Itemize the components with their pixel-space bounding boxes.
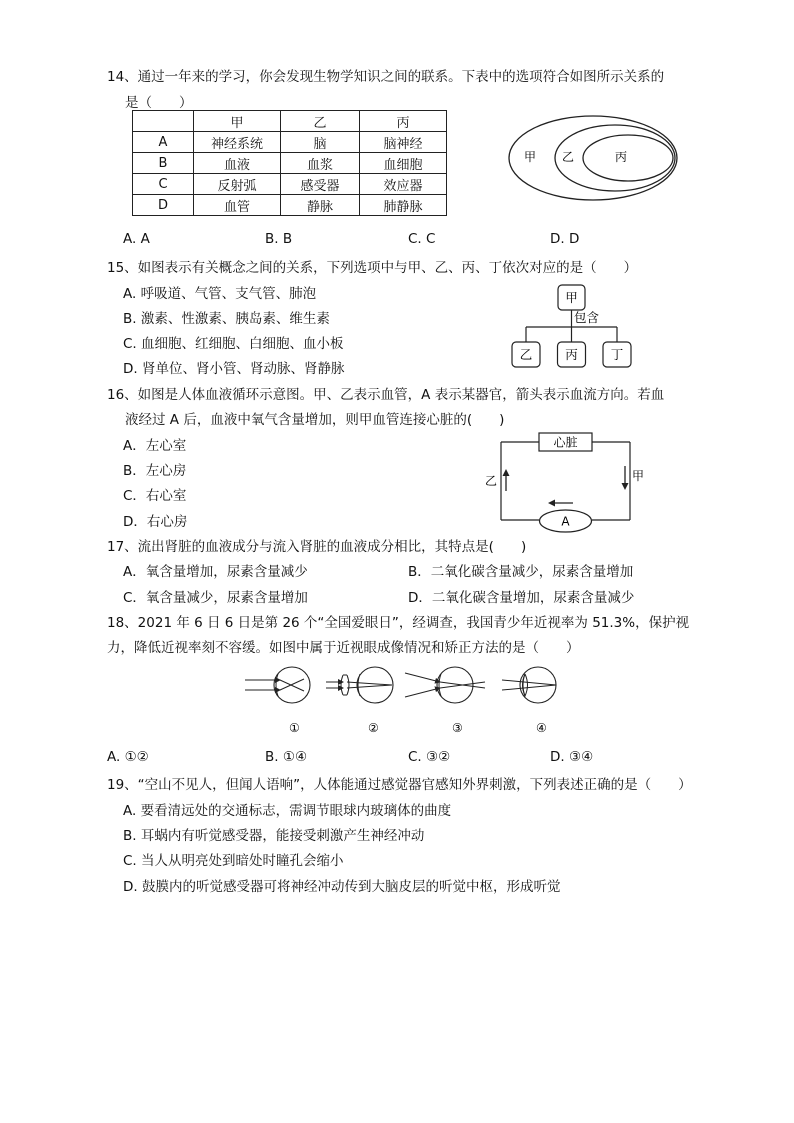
table-row bbox=[133, 153, 447, 174]
q14-option-a[interactable]: A. A bbox=[123, 231, 150, 247]
organ-label: A bbox=[561, 514, 570, 529]
table-header-cell: 乙 bbox=[281, 111, 360, 132]
vessel-label-right: 甲 bbox=[632, 469, 645, 483]
eye-figure-4 bbox=[502, 667, 556, 735]
q16-stem-line1: 16、如图是人体血液循环示意图。甲、乙表示血管，A 表示某器官，箭头表示血流方向。若血 bbox=[107, 387, 665, 403]
q14-stem-line1: 14、通过一年来的学习，你会发现生物学知识之间的联系。下表中的选项符合如图所示关系的 bbox=[107, 69, 665, 85]
light-ray bbox=[405, 688, 440, 697]
q18-stem-line2: 力，降低近视率刻不容缓。如图中属于近视眼成像情况和矫正方法的是（ ） bbox=[107, 640, 580, 656]
heart-label: 心脏 bbox=[553, 435, 578, 450]
vessel-label-left: 乙 bbox=[485, 474, 498, 488]
concept-tree-diagram bbox=[505, 282, 645, 370]
table-cell: 神经系统 bbox=[194, 132, 281, 153]
table-cell: 血液 bbox=[194, 153, 281, 174]
light-ray bbox=[280, 679, 304, 690]
left-arrow-icon bbox=[548, 500, 555, 507]
q19-option-d[interactable]: D. 鼓膜内的听觉感受器可将神经冲动传到大脑皮层的听觉中枢，形成听觉 bbox=[123, 879, 561, 895]
tree-node-child-3-label: 丁 bbox=[610, 347, 624, 362]
q17-stem: 17、流出肾脏的血液成分与流入肾脏的血液成分相比，其特点是( ) bbox=[107, 539, 527, 555]
tree-node-child-1-label: 乙 bbox=[519, 347, 533, 362]
q18-option-a[interactable]: A. ①② bbox=[107, 749, 149, 765]
q16-stem-line2: 液经过 A 后，血液中氧气含量增加，则甲血管连接心脏的( ) bbox=[125, 412, 505, 428]
table-cell: D bbox=[133, 195, 194, 216]
table-header-row bbox=[133, 111, 447, 132]
table-cell: 脑 bbox=[281, 132, 360, 153]
table-cell: 效应器 bbox=[360, 174, 447, 195]
q15-option-c[interactable]: C. 血细胞、红细胞、白细胞、血小板 bbox=[123, 336, 344, 352]
q15-option-b[interactable]: B. 激素、性激素、胰岛素、维生素 bbox=[123, 311, 330, 327]
figure-label-3: ③ bbox=[452, 721, 463, 735]
q14-option-d[interactable]: D. D bbox=[550, 231, 580, 247]
table-cell: 血细胞 bbox=[360, 153, 447, 174]
table-cell: 感受器 bbox=[281, 174, 360, 195]
q17-option-b[interactable]: B．二氧化碳含量减少，尿素含量增加 bbox=[408, 564, 634, 580]
q14-table bbox=[132, 110, 447, 216]
q15-stem: 15、如图表示有关概念之间的关系，下列选项中与甲、乙、丙、丁依次对应的是（ ） bbox=[107, 260, 638, 276]
q16-option-a[interactable]: A．左心室 bbox=[123, 438, 187, 454]
figure-label-4: ④ bbox=[536, 721, 547, 735]
q14-stem-line2: 是（ ） bbox=[125, 95, 193, 111]
table-cell: 静脉 bbox=[281, 195, 360, 216]
down-arrow-icon bbox=[622, 483, 629, 490]
ellipse-label-inner: 丙 bbox=[615, 150, 628, 164]
eye-figure-3 bbox=[405, 667, 485, 735]
concave-lens-icon bbox=[341, 675, 349, 695]
tree-relation-label: 包含 bbox=[574, 310, 600, 325]
table-cell: A bbox=[133, 132, 194, 153]
q17-option-d[interactable]: D．二氧化碳含量增加，尿素含量减少 bbox=[408, 590, 635, 606]
q18-option-d[interactable]: D. ③④ bbox=[550, 749, 594, 765]
q17-option-c[interactable]: C．氧含量减少，尿素含量增加 bbox=[123, 590, 308, 606]
circulation-diagram bbox=[480, 430, 645, 536]
inner-ellipse bbox=[583, 135, 673, 181]
light-ray bbox=[502, 685, 556, 690]
q19-option-a[interactable]: A. 要看清远处的交通标志，需调节眼球内玻璃体的曲度 bbox=[123, 803, 452, 819]
table-row bbox=[133, 132, 447, 153]
tree-node-top-label: 甲 bbox=[565, 290, 578, 305]
eye-figures bbox=[240, 660, 580, 740]
q19-stem: 19、“空山不见人，但闻人语响”，人体能通过感觉器官感知外界刺激，下列表述正确的是（ ） bbox=[107, 777, 692, 793]
light-ray bbox=[347, 685, 392, 688]
table-header-cell: 甲 bbox=[194, 111, 281, 132]
q16-option-d[interactable]: D．右心房 bbox=[123, 514, 188, 530]
q18-option-b[interactable]: B. ①④ bbox=[265, 749, 308, 765]
table-header-cell: 丙 bbox=[360, 111, 447, 132]
table-cell: 反射弧 bbox=[194, 174, 281, 195]
q18-stem-line1: 18、2021 年 6 日 6 日是第 26 个“全国爱眼日”，经调查，我国青少年近视率为 51.3%，保护视 bbox=[107, 615, 690, 631]
light-ray bbox=[502, 680, 556, 685]
table-cell: 血浆 bbox=[281, 153, 360, 174]
q17-option-a[interactable]: A．氧含量增加，尿素含量减少 bbox=[123, 564, 308, 580]
tree-node-child-2-label: 丙 bbox=[565, 347, 578, 362]
up-arrow-icon bbox=[503, 469, 510, 476]
light-ray bbox=[405, 673, 440, 682]
table-cell: 肺静脉 bbox=[360, 195, 447, 216]
table-row bbox=[133, 195, 447, 216]
q14-option-c[interactable]: C. C bbox=[408, 231, 436, 247]
table-cell: C bbox=[133, 174, 194, 195]
q18-option-c[interactable]: C. ③② bbox=[408, 749, 451, 765]
light-ray bbox=[280, 680, 304, 691]
q16-option-b[interactable]: B．左心房 bbox=[123, 463, 187, 479]
ellipse-label-outer: 甲 bbox=[524, 150, 537, 164]
q16-option-c[interactable]: C．右心室 bbox=[123, 488, 187, 504]
figure-label-1: ① bbox=[289, 721, 300, 735]
eye-figure-1 bbox=[245, 667, 310, 735]
light-ray bbox=[347, 682, 392, 685]
q15-option-a[interactable]: A. 呼吸道、气管、支气管、肺泡 bbox=[123, 286, 317, 302]
q15-option-d[interactable]: D. 肾单位、肾小管、肾动脉、肾静脉 bbox=[123, 361, 345, 377]
table-cell: 血管 bbox=[194, 195, 281, 216]
nested-ellipse-diagram bbox=[505, 113, 685, 203]
ellipse-label-middle: 乙 bbox=[562, 150, 575, 164]
q19-option-c[interactable]: C. 当人从明亮处到暗处时瞳孔会缩小 bbox=[123, 853, 344, 869]
eye-figure-2 bbox=[326, 667, 393, 735]
q19-option-b[interactable]: B. 耳蜗内有听觉感受器，能接受刺激产生神经冲动 bbox=[123, 828, 425, 844]
q14-option-b[interactable]: B. B bbox=[265, 231, 293, 247]
eyeball-icon bbox=[437, 667, 473, 703]
figure-label-2: ② bbox=[368, 721, 379, 735]
table-cell: B bbox=[133, 153, 194, 174]
table-cell: 脑神经 bbox=[360, 132, 447, 153]
table-header-cell bbox=[133, 111, 194, 132]
table-row bbox=[133, 174, 447, 195]
